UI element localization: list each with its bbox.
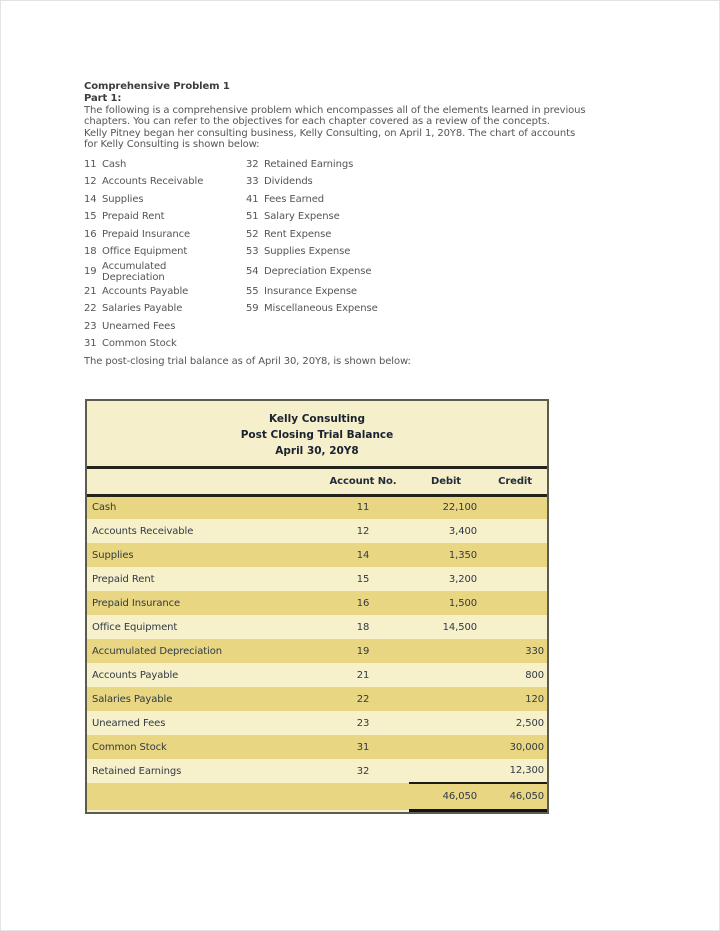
credit-cell: 120 (483, 687, 547, 711)
totals-credit-cell: 46,050 (483, 783, 547, 810)
credit-cell: 30,000 (483, 735, 547, 759)
account-name: Supplies (102, 193, 144, 205)
account-no-cell: 23 (317, 711, 409, 735)
column-header-account-no: Account No. (317, 467, 409, 495)
account-name: Cash (102, 158, 127, 170)
account-name: Insurance Expense (264, 285, 357, 297)
chart-of-accounts-row (84, 208, 656, 226)
account-no-cell: 12 (317, 519, 409, 543)
account-name: Dividends (264, 176, 313, 188)
table-title-block (87, 401, 547, 466)
account-number: 33 (246, 176, 259, 188)
account-no-cell: 22 (317, 687, 409, 711)
table-row (87, 567, 547, 591)
table-row (87, 687, 547, 711)
table-header-row (87, 467, 547, 495)
debit-cell (409, 687, 483, 711)
totals-debit-cell: 46,050 (409, 783, 483, 810)
account-entry-left (84, 194, 246, 205)
totals-row (87, 783, 547, 810)
account-name: Supplies Expense (264, 246, 351, 258)
chart-of-accounts-row (84, 261, 656, 283)
account-number: 55 (246, 285, 259, 297)
account-number: 23 (84, 320, 97, 332)
account-number: 19 (84, 266, 97, 278)
account-entry-left (84, 286, 246, 297)
account-entry-left (84, 338, 246, 349)
account-entry-right (246, 194, 656, 205)
table-title-date: April 30, 20Y8 (275, 444, 359, 457)
account-entry-left (84, 229, 246, 240)
table-row (87, 591, 547, 615)
debit-cell: 3,200 (409, 567, 483, 591)
account-cell: Retained Earnings (87, 759, 317, 783)
account-cell: Accounts Payable (87, 663, 317, 687)
document-body (84, 81, 656, 814)
column-header-debit: Debit (409, 467, 483, 495)
account-entry-left (84, 211, 246, 222)
account-entry-right (246, 176, 656, 187)
account-entry-right (246, 266, 656, 277)
account-entry-left (84, 176, 246, 187)
debit-cell: 1,500 (409, 591, 483, 615)
account-no-cell: 19 (317, 639, 409, 663)
account-name: Fees Earned (264, 193, 325, 205)
account-entry-right (246, 286, 656, 297)
table-title-company: Kelly Consulting (268, 412, 366, 425)
account-cell: Salaries Payable (87, 687, 317, 711)
account-entry-left (84, 246, 246, 257)
credit-cell (483, 591, 547, 615)
debit-cell (409, 759, 483, 783)
account-name: Rent Expense (264, 228, 332, 240)
account-number: 51 (246, 211, 259, 223)
trial-balance-grid (87, 466, 547, 812)
account-name: Miscellaneous Expense (264, 303, 378, 315)
account-entry-right (246, 246, 656, 257)
account-name: Prepaid Rent (102, 211, 165, 223)
account-no-cell: 14 (317, 543, 409, 567)
column-header-credit: Credit (483, 467, 547, 495)
account-entry-right (246, 159, 656, 170)
account-entry-right (246, 211, 656, 222)
totals-label-cell (87, 783, 317, 810)
debit-cell (409, 639, 483, 663)
account-name: Prepaid Insurance (102, 228, 191, 240)
chart-of-accounts-row (84, 335, 656, 353)
account-no-cell: 21 (317, 663, 409, 687)
intro-line: chapters. You can refer to the objectives for each chapter covered as a review of the concepts. (84, 116, 550, 128)
trial-balance-table (85, 399, 549, 814)
debit-cell: 3,400 (409, 519, 483, 543)
debit-cell: 22,100 (409, 495, 483, 519)
account-entry-left (84, 321, 246, 332)
account-entry-right (246, 303, 656, 314)
account-no-cell: 32 (317, 759, 409, 783)
account-no-cell: 15 (317, 567, 409, 591)
account-number: 53 (246, 246, 259, 258)
account-no-cell: 18 (317, 615, 409, 639)
account-cell: Cash (87, 495, 317, 519)
account-cell: Prepaid Rent (87, 567, 317, 591)
account-number: 22 (84, 303, 97, 315)
account-number: 11 (84, 158, 97, 170)
chart-of-accounts-row (84, 173, 656, 191)
column-header-account (87, 467, 317, 495)
account-number: 21 (84, 285, 97, 297)
credit-cell (483, 567, 547, 591)
chart-of-accounts-row (84, 243, 656, 261)
account-number: 59 (246, 303, 259, 315)
totals-no-cell (317, 783, 409, 810)
intro-paragraph (84, 105, 656, 151)
account-number: 18 (84, 246, 97, 258)
account-name: Common Stock (102, 338, 177, 350)
chart-of-accounts-list (84, 156, 656, 353)
credit-cell: 330 (483, 639, 547, 663)
account-number: 12 (84, 176, 97, 188)
intro-line: The following is a comprehensive problem which encompasses all of the elements learned in previous (84, 105, 586, 116)
debit-cell: 14,500 (409, 615, 483, 639)
account-cell: Unearned Fees (87, 711, 317, 735)
table-row (87, 615, 547, 639)
account-name: Retained Earnings (264, 158, 354, 170)
intro-line: Kelly Pitney began her consulting business, Kelly Consulting, on April 1, 20Y8. The chart of accounts (84, 127, 576, 139)
chart-of-accounts-row (84, 283, 656, 301)
credit-cell (483, 543, 547, 567)
credit-cell: 800 (483, 663, 547, 687)
account-cell: Prepaid Insurance (87, 591, 317, 615)
table-row (87, 519, 547, 543)
chart-of-accounts-row (84, 300, 656, 318)
account-cell: Supplies (87, 543, 317, 567)
account-no-cell: 31 (317, 735, 409, 759)
account-cell: Accumulated Depreciation (87, 639, 317, 663)
table-row (87, 663, 547, 687)
account-name: Depreciation Expense (264, 266, 372, 278)
account-number: 15 (84, 211, 97, 223)
credit-cell (483, 519, 547, 543)
table-row (87, 711, 547, 735)
credit-cell: 12,300 (483, 759, 547, 783)
account-number: 14 (84, 193, 97, 205)
account-cell: Accounts Receivable (87, 519, 317, 543)
account-name: Accounts Receivable (102, 176, 204, 188)
account-no-cell: 16 (317, 591, 409, 615)
table-row (87, 495, 547, 519)
table-title-report: Post Closing Trial Balance (240, 428, 394, 441)
post-closing-note: The post-closing trial balance as of April 30, 20Y8, is shown below: (84, 355, 411, 367)
account-no-cell: 11 (317, 495, 409, 519)
account-number: 54 (246, 266, 259, 278)
chart-of-accounts-row (84, 191, 656, 209)
table-row (87, 759, 547, 783)
account-name: Accounts Payable (102, 285, 189, 297)
account-name: Unearned Fees (102, 320, 176, 332)
table-row (87, 639, 547, 663)
account-cell: Common Stock (87, 735, 317, 759)
account-name: Office Equipment (102, 246, 188, 258)
account-entry-left (84, 303, 246, 314)
account-number: 32 (246, 158, 259, 170)
credit-cell: 2,500 (483, 711, 547, 735)
chart-of-accounts-row (84, 318, 656, 336)
table-row (87, 735, 547, 759)
account-name: Salaries Payable (102, 303, 183, 315)
credit-cell (483, 495, 547, 519)
account-name: Accumulated Depreciation (102, 260, 167, 283)
account-entry-right (246, 229, 656, 240)
account-name: Salary Expense (264, 211, 340, 223)
debit-cell: 1,350 (409, 543, 483, 567)
part-label: Part 1: (84, 93, 122, 104)
chart-of-accounts-row (84, 156, 656, 174)
credit-cell (483, 615, 547, 639)
page-title: Comprehensive Problem 1 (84, 81, 230, 92)
debit-cell (409, 663, 483, 687)
account-number: 31 (84, 338, 97, 350)
account-cell: Office Equipment (87, 615, 317, 639)
table-row (87, 543, 547, 567)
account-number: 52 (246, 228, 259, 240)
account-entry-left (84, 261, 246, 283)
account-entry-left (84, 159, 246, 170)
debit-cell (409, 711, 483, 735)
debit-cell (409, 735, 483, 759)
chart-of-accounts-row (84, 226, 656, 244)
account-number: 16 (84, 228, 97, 240)
account-number: 41 (246, 193, 259, 205)
intro-line: for Kelly Consulting is shown below: (84, 139, 260, 151)
